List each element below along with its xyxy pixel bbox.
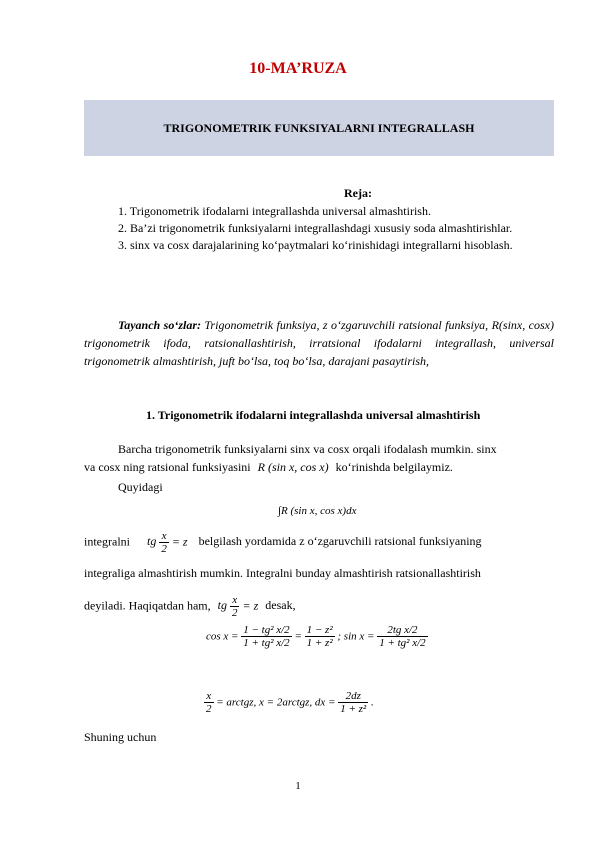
keywords-paragraph: [84, 316, 554, 370]
text-span: integralni: [84, 534, 130, 549]
math-expression: R (sin x, cos x): [257, 460, 329, 474]
formula-cos-sin: cos x = $\frac{\text{1 − tg² x/2}}{\text{1 + tg² x/2}}$ = $\frac{\text{1 − z²}}{\text{1 + z²}}$ ; sin x = $\frac{\text{2tg x/2}}{\text{1 + tg² x/2}}$: [206, 624, 426, 649]
topic-banner: [84, 100, 554, 156]
plan-item: 1. Trigonometrik ifodalarni integrallashda universal almashtirish.: [118, 204, 431, 218]
cos-z-fraction: $\frac{\text{1 − z²}}{\text{1 + z²}}$: [306, 624, 333, 649]
text-span: va cosx ning ratsional funksiyasini: [84, 460, 251, 474]
cos-fraction: $\frac{\text{1 − tg² x/2}}{\text{1 + tg² x/2}}$: [243, 624, 290, 649]
page-number: 1: [295, 780, 301, 792]
dx-fraction: $\frac{2dz}{\text{1 + z²}}$: [340, 690, 367, 715]
plan-heading: Reja:: [344, 186, 372, 200]
section-heading: 1. Trigonometrik ifodalarni integrallashda universal almashtirish: [146, 408, 481, 422]
sin-lhs: ; sin x =: [337, 630, 375, 643]
paragraph-line: Barcha trigonometrik funksiyalarni sinx va cosx orqali ifodalash mumkin. sinx: [118, 442, 497, 456]
plan-item: 3. sinx va cosx darajalarining ko‘paytmalari ko‘rinishidagi integrallarni hisoblash.: [118, 238, 513, 252]
text-span: deyiladi. Haqiqatdan ham,: [84, 598, 211, 613]
plan-item: 2. Ba’zi trigonometrik funksiyalarni integrallashdagi xususiy soda almashtirishlar.: [118, 221, 513, 235]
math-eq-z: = z: [171, 534, 188, 549]
paragraph-line: integraliga almashtirish mumkin. Integralni bunday almashtirish ratsionallashtirish: [84, 566, 481, 580]
sin-fraction: $\frac{\text{2tg x/2}}{\text{1 + tg² x/2}}$: [379, 624, 426, 649]
math-tg: tg: [217, 598, 227, 613]
text-span: desak,: [265, 598, 296, 613]
keywords-label: Tayanch so‘zlar:: [118, 318, 201, 332]
text-span: belgilash yordamida z o‘zgaruvchili ratsional funksiyaning: [198, 534, 482, 549]
fraction-x-over-2: $\frac{x}{2}$: [161, 530, 167, 555]
text-span: ko‘rinishda belgilaymiz.: [335, 460, 453, 474]
topic-banner-text: TRIGONOMETRIK FUNKSIYALARNI INTEGRALLASH: [163, 121, 475, 135]
paragraph-line: Shuning uchun: [84, 730, 157, 744]
lecture-title: 10-MA’RUZA: [249, 60, 347, 77]
paragraph-line: [84, 530, 554, 555]
cos-lhs: cos x =: [206, 630, 239, 643]
fraction-x-over-2: $\frac{x}{2}$: [231, 594, 238, 619]
math-eq-z: = z: [242, 598, 259, 613]
substitution-text: = arctgz, x = 2arctgz, dx =: [216, 696, 336, 709]
math-tg: tg: [146, 534, 157, 549]
paragraph-line: [84, 458, 453, 476]
keywords-text: Trigonometrik funksiya, z o‘zgaruvchili ratsional funksiya, R(sinx, cosx) trigonometrik ifoda, ratsionallashtirish, irratsional ifodalarni integrallash, universal trigonometrik almashtirish, juft bo‘lsa, toq bo‘lsa, darajani pasaytirish,: [84, 318, 554, 368]
paragraph-line: [84, 594, 296, 619]
formula-substitution: $\frac{x}{2}$ = arctgz, x = 2arctgz, dx = $\frac{2dz}{\text{1 + z²}}$ .: [206, 690, 374, 715]
fraction-x-over-2: $\frac{x}{2}$: [206, 690, 212, 715]
integral-formula: ∫R (sin x, cos x)dx: [278, 505, 357, 517]
paragraph-line: Quyidagi: [118, 480, 163, 494]
plan-list: [118, 203, 528, 254]
